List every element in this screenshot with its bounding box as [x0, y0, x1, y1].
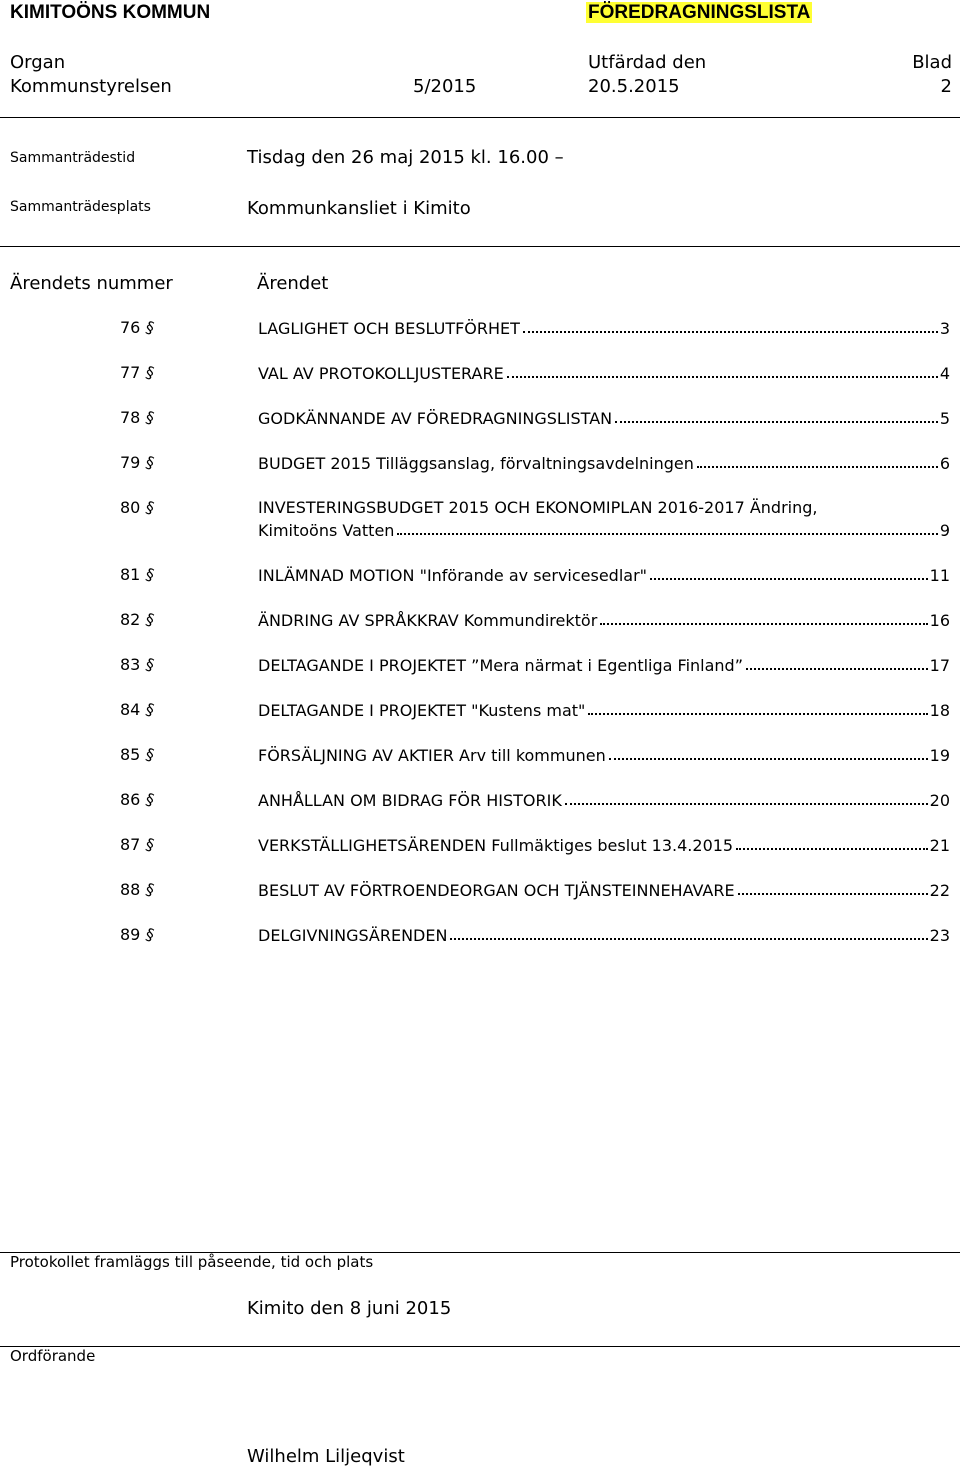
section-symbol: §: [143, 879, 158, 900]
agenda-item[interactable]: [258, 406, 950, 428]
section-symbol: §: [143, 497, 158, 518]
agenda-item[interactable]: [258, 653, 950, 675]
organ-label: Organ: [10, 52, 66, 73]
agenda-item-page: 9: [939, 521, 950, 540]
agenda-item-number: [120, 655, 162, 674]
dot-leader: [565, 803, 928, 805]
agenda-item-number-text: 79: [120, 453, 141, 472]
dot-leader: [523, 331, 938, 333]
section-symbol: §: [143, 744, 158, 765]
agenda-item-number-text: 86: [120, 790, 141, 809]
agenda-item-title: INLÄMNAD MOTION "Införande av servicesedlar": [258, 566, 648, 585]
document-type: [586, 2, 812, 24]
section-symbol: §: [143, 317, 158, 338]
agenda-item-number: [120, 453, 162, 472]
agenda-item[interactable]: [258, 788, 950, 810]
agenda-item-title: ÄNDRING AV SPRÅKKRAV Kommundirektör: [258, 611, 598, 630]
section-symbol: §: [143, 452, 158, 473]
agenda-item-title: BESLUT AV FÖRTROENDEORGAN OCH TJÄNSTEINNEHAVARE: [258, 881, 735, 900]
section-symbol: §: [143, 407, 158, 428]
agenda-item-number-text: 76: [120, 318, 141, 337]
meeting-number: 5/2015: [413, 76, 477, 97]
agenda-item-page: 11: [929, 566, 950, 585]
dot-leader: [697, 466, 938, 468]
agenda-item-title: LAGLIGHET OCH BESLUTFÖRHET: [258, 319, 520, 338]
agenda-item-title: DELGIVNINGSÄRENDEN: [258, 926, 448, 945]
agenda-item-page: 16: [929, 611, 950, 630]
header-divider: [0, 117, 960, 118]
agenda-item-number: [120, 363, 162, 382]
agenda-item-number: [120, 498, 162, 517]
agenda-item-page: 17: [929, 656, 950, 675]
dot-leader: [609, 758, 928, 760]
dot-leader: [600, 623, 927, 625]
agenda-item-number: [120, 318, 162, 337]
agenda-item-number-text: 85: [120, 745, 141, 764]
agenda-item-number-text: 89: [120, 925, 141, 944]
meeting-time-value: Tisdag den 26 maj 2015 kl. 16.00 –: [247, 147, 564, 168]
agenda-item-title: DELTAGANDE I PROJEKTET "Kustens mat": [258, 701, 586, 720]
agenda-item-number: [120, 700, 162, 719]
agenda-item-number: [120, 880, 162, 899]
agenda-item-number: [120, 565, 162, 584]
agenda-item-page: 3: [939, 319, 950, 338]
agenda-item-title-line1: INVESTERINGSBUDGET 2015 OCH EKONOMIPLAN 2016-2017 Ändring,: [258, 498, 818, 517]
dot-leader: [507, 376, 938, 378]
agenda-item-title: Kimitoöns Vatten: [258, 521, 395, 540]
agenda-item-page: 5: [939, 409, 950, 428]
agenda-item-number: [120, 610, 162, 629]
organ-value: Kommunstyrelsen: [10, 76, 172, 97]
agenda-item-number-text: 82: [120, 610, 141, 629]
footer-divider-bottom: [0, 1346, 960, 1347]
issued-value: 20.5.2015: [588, 76, 680, 97]
agenda-item-page: 22: [929, 881, 950, 900]
agenda-item-number: [120, 745, 162, 764]
municipality-name: KIMITOÖNS KOMMUN: [10, 2, 211, 23]
agenda-item-number-text: 81: [120, 565, 141, 584]
section-symbol: §: [143, 789, 158, 810]
section-symbol: §: [143, 609, 158, 630]
agenda-item[interactable]: [258, 923, 950, 945]
dot-leader: [738, 893, 928, 895]
agenda-item-page: 19: [929, 746, 950, 765]
agenda-item-title: GODKÄNNANDE AV FÖREDRAGNINGSLISTAN: [258, 409, 613, 428]
agenda-item[interactable]: [258, 608, 950, 630]
document-type-highlight: FÖREDRAGNINGSLISTA: [588, 2, 811, 23]
agenda-item-title: ANHÅLLAN OM BIDRAG FÖR HISTORIK: [258, 791, 562, 810]
agenda-item-page: 18: [929, 701, 950, 720]
protocol-value: Kimito den 8 juni 2015: [247, 1298, 452, 1319]
dot-leader: [588, 713, 927, 715]
col-matter-number: Ärendets nummer: [10, 273, 173, 294]
agenda-item-page: 6: [939, 454, 950, 473]
meeting-place-label: Sammanträdesplats: [10, 199, 151, 215]
agenda-item-number-text: 78: [120, 408, 141, 427]
col-matter: Ärendet: [257, 273, 329, 294]
agenda-item[interactable]: [258, 518, 950, 540]
dot-leader: [397, 533, 937, 535]
page-number: 2: [940, 76, 952, 97]
section-symbol: §: [143, 699, 158, 720]
protocol-label: Protokollet framläggs till påseende, tid och plats: [10, 1253, 374, 1271]
agenda-item[interactable]: [258, 878, 950, 900]
agenda-item-number-text: 83: [120, 655, 141, 674]
agenda-item-number-text: 87: [120, 835, 141, 854]
dot-leader: [736, 848, 928, 850]
agenda-item-page: 23: [929, 926, 950, 945]
section-symbol: §: [143, 564, 158, 585]
meeting-time-label: Sammanträdestid: [10, 150, 136, 166]
agenda-item[interactable]: [258, 316, 950, 338]
agenda-item-title: FÖRSÄLJNING AV AKTIER Arv till kommunen: [258, 746, 606, 765]
agenda-item-title: VAL AV PROTOKOLLJUSTERARE: [258, 364, 504, 383]
dot-leader: [746, 668, 928, 670]
issued-label: Utfärdad den: [588, 52, 707, 73]
agenda-item-number: [120, 925, 162, 944]
section-symbol: §: [143, 834, 158, 855]
meeting-place-value: Kommunkansliet i Kimito: [247, 198, 471, 219]
agenda-item-page: 21: [929, 836, 950, 855]
agenda-item[interactable]: [258, 743, 950, 765]
meeting-divider: [0, 246, 960, 247]
agenda-item-title: VERKSTÄLLIGHETSÄRENDEN Fullmäktiges beslut 13.4.2015: [258, 836, 734, 855]
agenda-item-title: DELTAGANDE I PROJEKTET ”Mera närmat i Egentliga Finland”: [258, 656, 743, 675]
dot-leader: [450, 938, 927, 940]
dot-leader: [615, 421, 938, 423]
section-symbol: §: [143, 654, 158, 675]
agenda-item-number-text: 84: [120, 700, 141, 719]
page-label: Blad: [912, 52, 952, 73]
agenda-item-page: 4: [939, 364, 950, 383]
agenda-item[interactable]: [258, 833, 950, 855]
agenda-item-page: 20: [929, 791, 950, 810]
agenda-item-title: BUDGET 2015 Tilläggsanslag, förvaltningsavdelningen: [258, 454, 694, 473]
agenda-item[interactable]: [258, 698, 950, 720]
agenda-item[interactable]: [258, 563, 950, 585]
section-symbol: §: [143, 362, 158, 383]
chair-name: Wilhelm Liljeqvist: [247, 1446, 405, 1467]
dot-leader: [650, 578, 928, 580]
agenda-item-number: [120, 790, 162, 809]
agenda-item-number-text: 77: [120, 363, 141, 382]
agenda-item-number-text: 80: [120, 498, 141, 517]
section-symbol: §: [143, 924, 158, 945]
agenda-item[interactable]: [258, 361, 950, 383]
agenda-item-number: [120, 835, 162, 854]
agenda-item-number: [120, 408, 162, 427]
agenda-item[interactable]: [258, 451, 950, 473]
chair-label: Ordförande: [10, 1347, 96, 1365]
agenda-item-number-text: 88: [120, 880, 141, 899]
